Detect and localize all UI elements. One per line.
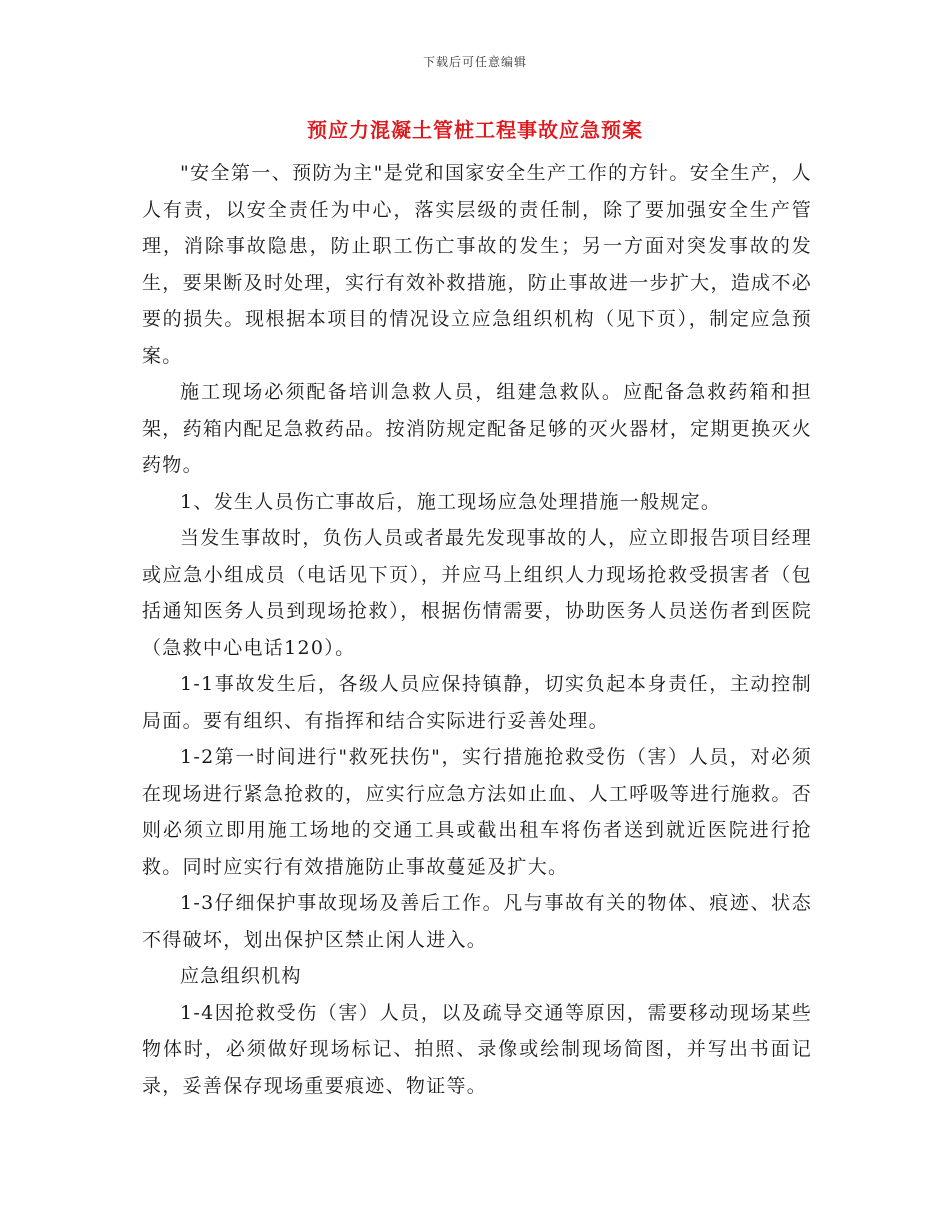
paragraph-first-aid-team: 施工现场必须配备培训急救人员，组建急救队。应配备急救药箱和担架，药箱内配足急救药品。按消防规定配备足够的灭火器材，定期更换灭火药物。 bbox=[142, 381, 812, 476]
document-title: 预应力混凝土管桩工程事故应急预案 bbox=[307, 118, 643, 142]
paragraph-1-2: 1-2第一时间进行"救死扶伤"，实行措施抢救受伤（害）人员，对必须在现场进行紧急抢救的，应实行应急方法如止血、人工呼吸等进行施救。否则必须立即用施工场地的交通工具或截出租车将伤者送到就近医院进行抢救。同时应实行有效措施防止事故蔓延及扩大。 bbox=[142, 746, 812, 878]
paragraph-1-1: 1-1事故发生后，各级人员应保持镇静，切实负起本身责任，主动控制局面。要有组织、有指挥和结合实际进行妥善处理。 bbox=[142, 673, 812, 732]
paragraph-1-4: 1-4因抢救受伤（害）人员，以及疏导交通等原因，需要移动现场某些物体时，必须做好现场标记、拍照、录像或绘制现场简图，并写出书面记录，妥善保存现场重要痕迹、物证等。 bbox=[142, 1001, 812, 1097]
paragraph-emergency-organization: 应急组织机构 bbox=[180, 965, 302, 987]
paragraph-intro: "安全第一、预防为主"是党和国家安全生产工作的方针。安全生产，人人有责，以安全责任为中心，落实层级的责任制，除了要加强安全生产管理，消除事故隐患，防止职工伤亡事故的发生；另一方面对突发事故的发生，要果断及时处理，实行有效补救措施，防止事故进一步扩大，造成不必要的损失。现根据本项目的情况设立应急组织机构（见下页），制定应急预案。 bbox=[142, 162, 812, 367]
document-body bbox=[142, 155, 812, 1104]
paragraph-1-3: 1-3仔细保护事故现场及善后工作。凡与事故有关的物体、痕迹、状态不得破坏，划出保护区禁止闲人进入。 bbox=[142, 892, 812, 951]
paragraph-section-1-heading: 1、发生人员伤亡事故后，施工现场应急处理措施一般规定。 bbox=[180, 490, 722, 513]
header-note: 下载后可任意编辑 bbox=[422, 55, 527, 69]
paragraph-report-procedure: 当发生事故时，负伤人员或者最先发现事故的人，应立即报告项目经理或应急小组成员（电话见下页），并应马上组织人力现场抢救受损害者（包括通知医务人员到现场抢救），根据伤情需要，协助医务人员送伤者到医院（急救中心电话120）。 bbox=[142, 527, 812, 659]
